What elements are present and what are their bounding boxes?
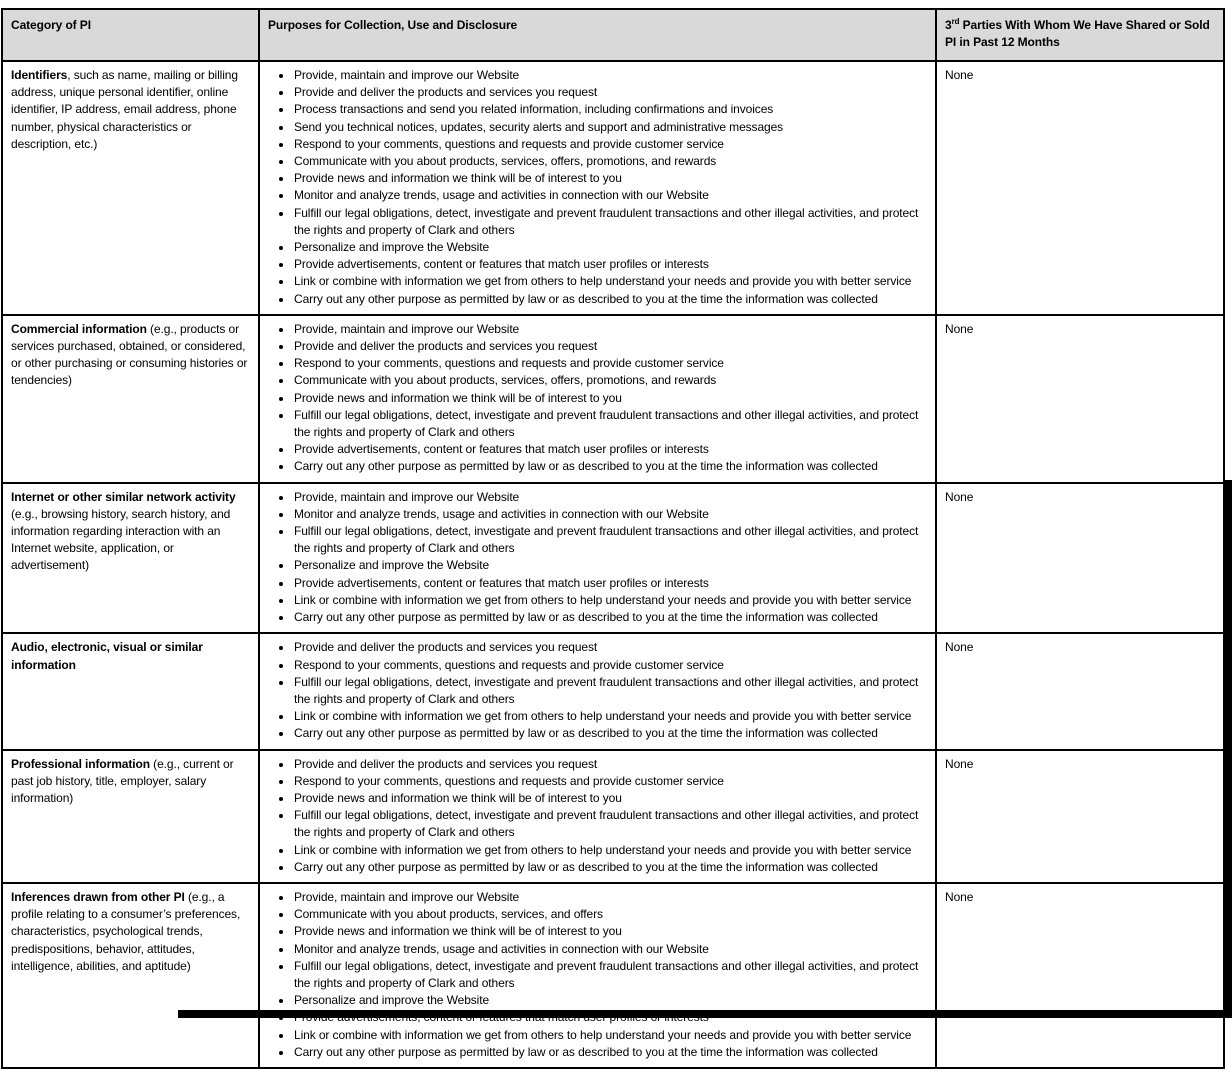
purpose-item: • Communicate with you about products, services, and offers (293, 906, 927, 923)
purposes-cell (259, 483, 936, 634)
purposes-list (268, 639, 927, 742)
purpose-item: • Fulfill our legal obligations, detect, investigate and prevent fraudulent transactions and other illegal activities, and protect the rights and property of Clark and others (293, 674, 927, 708)
table-row (2, 750, 1224, 883)
screenshot-edge-artifact-right (1225, 480, 1232, 1018)
purpose-item: • Provide advertisements, content or features that match user profiles or interests (293, 441, 927, 458)
purpose-item: • Provide news and information we think will be of interest to you (293, 170, 927, 187)
third-parties-cell: None (936, 61, 1224, 315)
purpose-item: • Provide, maintain and improve our Website (293, 889, 927, 906)
purposes-cell (259, 315, 936, 483)
purpose-item: • Send you technical notices, updates, security alerts and support and administrative messages (293, 119, 927, 136)
purpose-item: • Respond to your comments, questions and requests and provide customer service (293, 657, 927, 674)
purposes-list (268, 489, 927, 627)
category-description: (e.g., browsing history, search history, and information regarding interaction with an Internet website, application, or advertisement) (11, 506, 231, 573)
table-row (2, 633, 1224, 749)
purpose-item: • Provide, maintain and improve our Website (293, 489, 927, 506)
purpose-item: • Provide news and information we think will be of interest to you (293, 790, 927, 807)
purposes-list (268, 321, 927, 476)
purpose-item: • Respond to your comments, questions and requests and provide customer service (293, 136, 927, 153)
purpose-item: • Provide advertisements, content or features that match user profiles or interests (293, 256, 927, 273)
purpose-item: • Provide and deliver the products and services you request (293, 639, 927, 656)
purposes-list (268, 889, 927, 1061)
header-purposes: Purposes for Collection, Use and Disclosure (259, 9, 936, 61)
category-description: (e.g., a profile relating to a consumer’s preferences, characteristics, psychological trends, predispositions, behavior, attitudes, intelligence, abilities, and aptitude) (11, 889, 241, 973)
table-row (2, 883, 1224, 1068)
purpose-item: • Process transactions and send you related information, including confirmations and invoices (293, 101, 927, 118)
third-parties-cell: None (936, 483, 1224, 634)
screenshot-edge-artifact-bottom (178, 1010, 1232, 1018)
purpose-item: • Provide news and information we think will be of interest to you (293, 390, 927, 407)
category-description: (e.g., current or past job history, title, employer, salary information) (11, 756, 234, 805)
header-third-parties-text: Parties With Whom We Have Shared or Sold PI in Past 12 Months (945, 18, 1210, 49)
header-row (2, 9, 1224, 61)
purpose-item: • Personalize and improve the Website (293, 557, 927, 574)
purpose-item: • Link or combine with information we get from others to help understand your needs and provide you with better service (293, 592, 927, 609)
purposes-cell (259, 883, 936, 1068)
category-name: Professional information (11, 756, 150, 771)
category-name: Identifiers (11, 68, 68, 82)
purpose-item: • Fulfill our legal obligations, detect, investigate and prevent fraudulent transactions and other illegal activities, and protect the rights and property of Clark and others (293, 807, 927, 841)
table-row (2, 483, 1224, 634)
purposes-list (268, 67, 927, 308)
purpose-item: • Provide and deliver the products and services you request (293, 84, 927, 101)
purpose-item: • Personalize and improve the Website (293, 239, 927, 256)
header-third-parties-number: 3 (945, 18, 952, 32)
purpose-item: • Carry out any other purpose as permitted by law or as described to you at the time the information was collected (293, 859, 927, 876)
purpose-item: • Fulfill our legal obligations, detect, investigate and prevent fraudulent transactions and other illegal activities, and protect the rights and property of Clark and others (293, 205, 927, 239)
third-parties-cell: None (936, 883, 1224, 1068)
purpose-item: • Respond to your comments, questions and requests and provide customer service (293, 355, 927, 372)
purpose-item: • Provide and deliver the products and services you request (293, 338, 927, 355)
third-parties-cell: None (936, 633, 1224, 749)
purposes-cell (259, 61, 936, 315)
category-name: Inferences drawn from other PI (11, 889, 185, 904)
purpose-item: • Fulfill our legal obligations, detect, investigate and prevent fraudulent transactions and other illegal activities, and protect the rights and property of Clark and others (293, 523, 927, 557)
third-parties-cell: None (936, 315, 1224, 483)
pi-disclosure-table (1, 8, 1225, 1069)
header-third-parties-ordinal-suffix: rd (951, 17, 960, 26)
purpose-item: • Provide advertisements, content or features that match user profiles or interests (293, 575, 927, 592)
category-description: (e.g., products or services purchased, obtained, or considered, or other purchasing or consuming histories or tendencies) (11, 321, 248, 388)
purpose-item: • Fulfill our legal obligations, detect, investigate and prevent fraudulent transactions and other illegal activities, and protect the rights and property of Clark and others (293, 958, 927, 992)
purpose-item: • Link or combine with information we get from others to help understand your needs and provide you with better service (293, 273, 927, 290)
purpose-item: • Link or combine with information we get from others to help understand your needs and provide you with better service (293, 842, 927, 859)
purpose-item: • Carry out any other purpose as permitted by law or as described to you at the time the information was collected (293, 1044, 927, 1061)
purpose-item: • Provide, maintain and improve our Website (293, 321, 927, 338)
purpose-item: • Monitor and analyze trends, usage and activities in connection with our Website (293, 941, 927, 958)
third-parties-cell: None (936, 750, 1224, 883)
header-category-of-pi: Category of PI (2, 9, 259, 61)
purpose-item: • Carry out any other purpose as permitted by law or as described to you at the time the information was collected (293, 291, 927, 308)
category-name: Audio, electronic, visual or similar information (11, 640, 203, 672)
category-cell (2, 61, 259, 315)
purpose-item: • Carry out any other purpose as permitted by law or as described to you at the time the information was collected (293, 609, 927, 626)
purpose-item: • Communicate with you about products, services, offers, promotions, and rewards (293, 153, 927, 170)
purpose-item: • Respond to your comments, questions and requests and provide customer service (293, 773, 927, 790)
purpose-item: • Monitor and analyze trends, usage and activities in connection with our Website (293, 506, 927, 523)
purpose-item: • Link or combine with information we get from others to help understand your needs and provide you with better service (293, 1027, 927, 1044)
purposes-cell (259, 750, 936, 883)
table-row (2, 61, 1224, 315)
category-cell (2, 750, 259, 883)
purpose-item: • Provide and deliver the products and services you request (293, 756, 927, 773)
category-description: , such as name, mailing or billing address, unique personal identifier, online identifier, IP address, email address, phone number, physical characteristics or description, etc.) (11, 68, 238, 151)
category-cell (2, 633, 259, 749)
purpose-item: • Carry out any other purpose as permitted by law or as described to you at the time the information was collected (293, 725, 927, 742)
category-name: Internet or other similar network activity (11, 489, 236, 504)
purpose-item: • Personalize and improve the Website (293, 992, 927, 1009)
table-header (2, 9, 1224, 61)
purpose-item: • Provide, maintain and improve our Website (293, 67, 927, 84)
purposes-cell (259, 633, 936, 749)
purpose-item: • Communicate with you about products, services, offers, promotions, and rewards (293, 372, 927, 389)
purpose-item: • Monitor and analyze trends, usage and activities in connection with our Website (293, 187, 927, 204)
category-cell (2, 483, 259, 634)
header-third-parties (936, 9, 1224, 61)
purpose-item: • Fulfill our legal obligations, detect, investigate and prevent fraudulent transactions and other illegal activities, and protect the rights and property of Clark and others (293, 407, 927, 441)
category-cell (2, 883, 259, 1068)
table-body (2, 61, 1224, 1068)
purposes-list (268, 756, 927, 876)
purpose-item: • Carry out any other purpose as permitted by law or as described to you at the time the information was collected (293, 458, 927, 475)
category-name: Commercial information (11, 321, 147, 336)
purpose-item: • Link or combine with information we get from others to help understand your needs and provide you with better service (293, 708, 927, 725)
table-row (2, 315, 1224, 483)
category-cell (2, 315, 259, 483)
purpose-item: • Provide news and information we think will be of interest to you (293, 923, 927, 940)
